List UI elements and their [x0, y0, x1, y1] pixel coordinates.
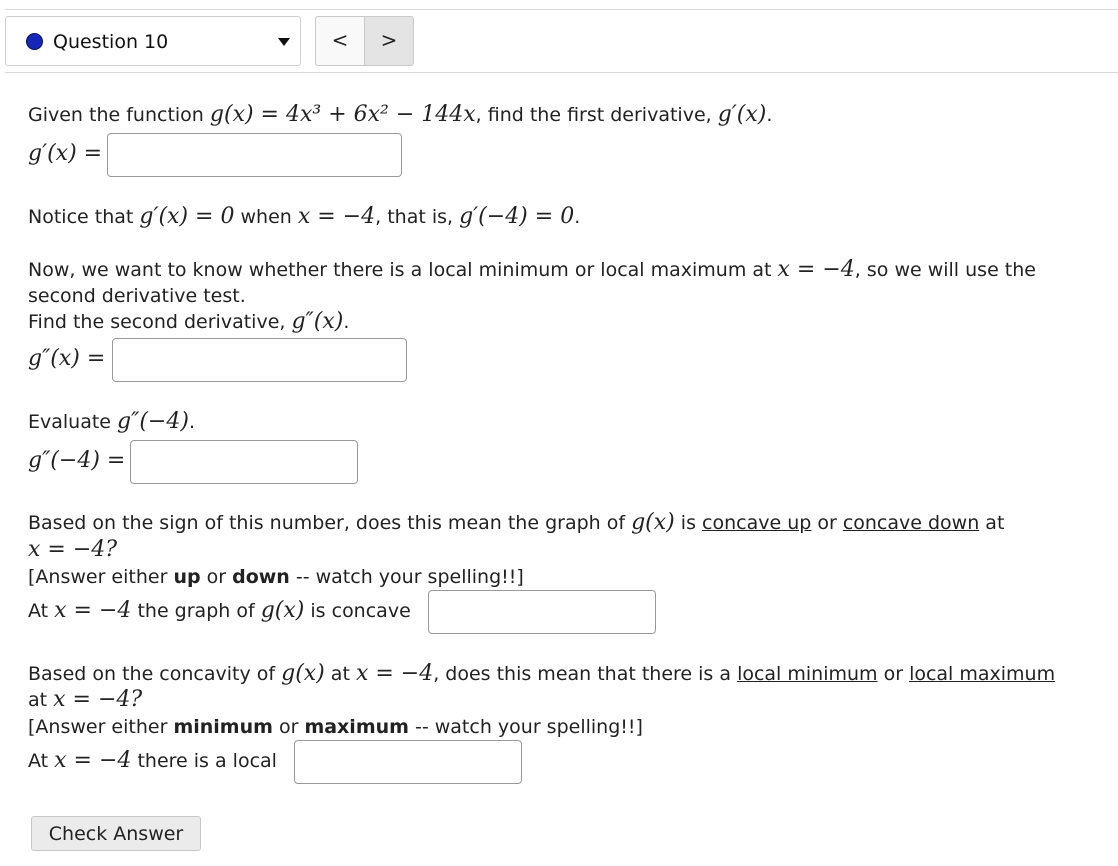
- q2-line1-pre: Now, we want to know whether there is a local minimum or local maximum at: [28, 259, 778, 281]
- q5-or2: or: [272, 716, 305, 738]
- q5-line1-mid: , does this mean that there is a: [433, 663, 738, 685]
- top-divider: [5, 9, 1118, 10]
- q5-line1: [28, 662, 1055, 686]
- q5-answer-pre: At: [28, 750, 55, 772]
- q2-line3-end: .: [343, 311, 350, 333]
- q3-prompt-end: .: [188, 411, 195, 433]
- q4-answer-g: g(x): [260, 598, 305, 623]
- notice-mid: when: [234, 206, 298, 228]
- q1-function: g(x) = 4x³ + 6x² − 144x: [209, 102, 476, 127]
- q3-prompt: [28, 410, 195, 434]
- notice-mid2: , that is,: [375, 206, 460, 228]
- q5-line1-x: x = −4: [355, 661, 434, 686]
- q4-answer-end: is concave: [304, 600, 411, 622]
- q5-answer-end: there is a local: [131, 750, 277, 772]
- question-label: Question 10: [53, 31, 169, 53]
- notice-x: x = −4: [297, 204, 376, 229]
- concavity-input[interactable]: [428, 590, 656, 634]
- q4-line1-is: is: [674, 512, 703, 534]
- extremum-input[interactable]: [294, 740, 522, 784]
- q5-line3: [28, 715, 643, 739]
- q2-line1-end: , so we will use the: [854, 259, 1036, 281]
- q5-minimum-word: minimum: [173, 716, 273, 738]
- q1-prompt-text: Given the function: [28, 104, 210, 126]
- q4-line2-math: x = −4?: [28, 537, 118, 562]
- q5-line3-open: [Answer either: [28, 716, 174, 738]
- q5-line2: [28, 688, 142, 712]
- prev-question-button[interactable]: <: [315, 16, 365, 66]
- q3-label-math: g″(−4) =: [28, 448, 126, 473]
- q4-line1-g: g(x): [631, 510, 675, 535]
- q5-answer-x: x = −4: [54, 748, 132, 773]
- notice-eq2: g′(−4) = 0: [459, 204, 575, 229]
- q5-or: or: [877, 663, 910, 685]
- notice-text: [28, 205, 580, 229]
- q1-prompt-end: .: [766, 104, 773, 126]
- q2-line3-symbol: g″(x): [291, 309, 344, 334]
- first-derivative-input[interactable]: [107, 133, 402, 177]
- check-answer-button[interactable]: Check Answer: [31, 816, 201, 851]
- q4-line3-open: [Answer either: [28, 566, 174, 588]
- q2-label-math: g″(x) =: [28, 346, 106, 371]
- q4-or: or: [811, 512, 843, 534]
- q5-answer-label: [28, 749, 277, 773]
- q4-at: at: [979, 512, 1005, 534]
- status-dot-icon: [26, 33, 43, 50]
- q1-derivative-symbol: g′(x): [717, 102, 767, 127]
- q4-down-word: down: [232, 566, 290, 588]
- q5-line3-close: -- watch your spelling!!]: [408, 716, 643, 738]
- concave-up-term: concave up: [702, 512, 812, 534]
- q3-prompt-pre: Evaluate: [28, 411, 118, 433]
- q5-line2-pre: at: [28, 689, 54, 711]
- caret-down-icon: [278, 38, 290, 46]
- concave-down-term: concave down: [842, 512, 980, 534]
- q2-line3: [28, 310, 349, 334]
- q2-line2: second derivative test.: [28, 285, 246, 307]
- notice-eq: g′(x) = 0: [139, 204, 235, 229]
- q5-maximum-word: maximum: [304, 716, 409, 738]
- q2-line1-x: x = −4: [777, 257, 855, 282]
- q3-prompt-symbol: g″(−4): [117, 409, 189, 434]
- q2-line3-pre: Find the second derivative,: [28, 311, 292, 333]
- local-minimum-term: local minimum: [737, 663, 878, 685]
- q4-up-word: up: [173, 566, 201, 588]
- q4-answer-pre: At: [28, 600, 55, 622]
- q4-line1-pre: Based on the sign of this number, does this mean the graph of: [28, 512, 632, 534]
- q4-or2: or: [200, 566, 233, 588]
- q1-input-label: [28, 142, 102, 166]
- q4-line2: [28, 538, 117, 562]
- q5-line1-at: at: [324, 663, 356, 685]
- q4-line1: [28, 511, 1004, 535]
- q3-input-label: [28, 449, 125, 473]
- q2-line1: [28, 258, 1036, 282]
- q5-line1-pre: Based on the concavity of: [28, 663, 282, 685]
- local-maximum-term: local maximum: [909, 663, 1056, 685]
- q5-line1-g: g(x): [281, 661, 325, 686]
- q1-label-math: g′(x) =: [28, 141, 103, 166]
- next-question-button[interactable]: >: [364, 16, 414, 66]
- q4-answer-x: x = −4: [54, 598, 132, 623]
- second-derivative-value-input[interactable]: [130, 440, 358, 484]
- header-divider: [5, 72, 1118, 73]
- q4-line3: [28, 565, 524, 589]
- q5-line2-x: x = −4?: [53, 687, 143, 712]
- notice-pre: Notice that: [28, 206, 140, 228]
- q4-line3-close: -- watch your spelling!!]: [289, 566, 524, 588]
- question-selector[interactable]: [5, 16, 301, 66]
- q1-prompt-text-2: , find the first derivative,: [475, 104, 718, 126]
- q2-input-label: [28, 347, 105, 371]
- q1-prompt: [28, 103, 772, 127]
- q4-answer-mid: the graph of: [131, 600, 261, 622]
- notice-end: .: [574, 206, 581, 228]
- second-derivative-input[interactable]: [112, 338, 407, 382]
- q4-answer-label: [28, 599, 411, 623]
